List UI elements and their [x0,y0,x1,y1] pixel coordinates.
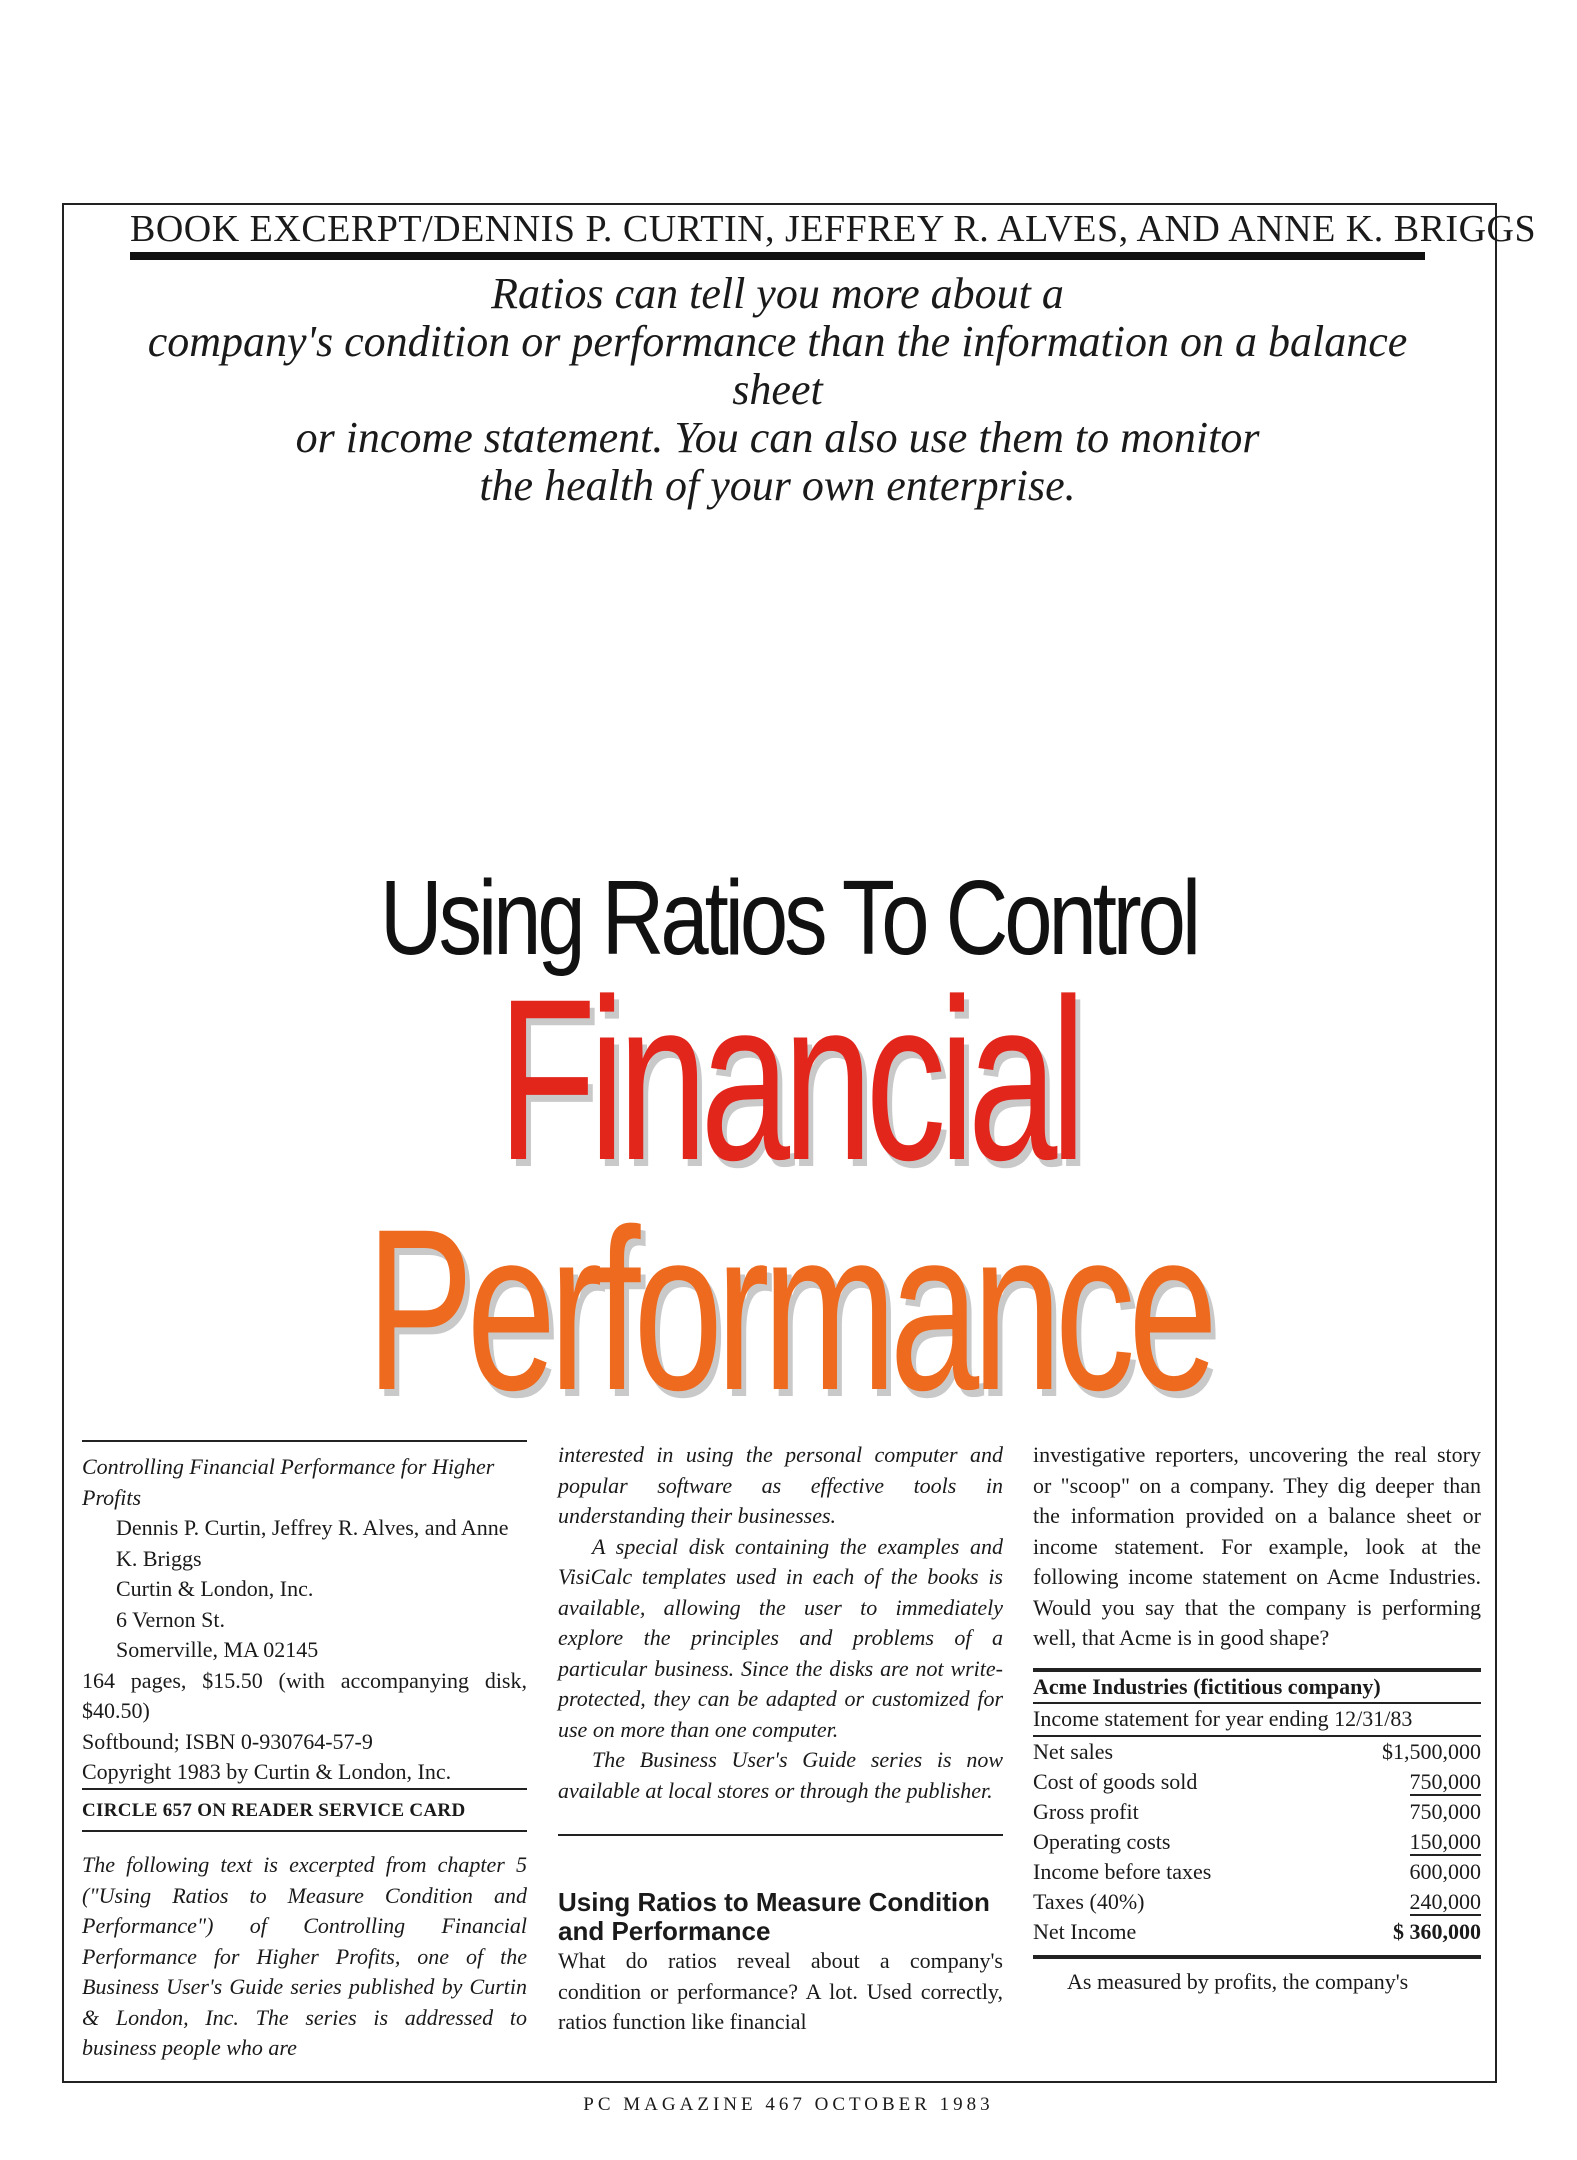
table-rule [1033,1955,1481,1959]
row-value: $1,500,000 [1382,1738,1481,1764]
book-street: 6 Vernon St. [116,1606,225,1632]
book-publisher: Curtin & London, Inc. [116,1576,314,1601]
row-value: 600,000 [1409,1858,1481,1884]
table-row [1033,1857,1481,1887]
byline-rule [130,252,1425,260]
column-2 [558,1440,1003,2038]
byline: BOOK EXCERPT/DENNIS P. CURTIN, JEFFREY R. ALVES, AND ANNE K. BRIGGS [130,208,1537,250]
table-row [1033,1827,1481,1857]
row-label: Cost of goods sold [1033,1768,1198,1794]
column-rule [82,1440,527,1442]
row-value: 750,000 [1409,1768,1481,1794]
column-rule [82,1830,527,1832]
row-value: 750,000 [1409,1798,1481,1824]
deck-line: the health of your own enterprise. [479,461,1076,510]
headline-line-3: Performance [366,1181,1211,1438]
row-label: Taxes (40%) [1033,1888,1145,1914]
row-label: Gross profit [1033,1798,1139,1824]
body-paragraph: investigative reporters, uncovering the real story or "scoop" on a company. They dig deeper than the information provided on a balance sheet or income statement. For example, look at the following income statement on Acme Industries. Would you say that the company is performing well, that Acme is in good shape? [1033,1442,1481,1650]
table-row [1033,1917,1481,1947]
intro-paragraph: The following text is excerpted from chapter 5 ("Using Ratios to Measure Condition and Performance") of Controlling Financial Performance for Higher Profits, one of the Business User's Guide series published by Curtin & London, Inc. The series is addressed to business people who are [82,1852,527,2060]
deck-line: Ratios can tell you more about a [491,269,1064,318]
body-paragraph: A special disk containing the examples and VisiCalc templates used in each of the books is available, allowing the user to immediately explore the principles and problems of a particular business. Since the disks are not write-protected, they can be adapted or customized for use on more than one computer. [558,1533,1003,1742]
reader-service-note: CIRCLE 657 ON READER SERVICE CARD [82,1799,466,1821]
row-label: Income before taxes [1033,1858,1212,1884]
body-paragraph: The Business User's Guide series is now available at local stores or through the publisher. [558,1747,1003,1803]
deck [110,270,1445,510]
deck-line: or income statement. You can also use them to monitor [295,413,1260,462]
deck-line: company's condition or performance than the information on a balance sheet [147,317,1408,414]
table-row [1033,1887,1481,1917]
book-city: Somerville, MA 02145 [116,1637,319,1662]
table-row [1033,1767,1481,1797]
headline-line-1: Using Ratios To Control [379,859,1198,977]
book-authors: Dennis P. Curtin, Jeffrey R. Alves, and Anne K. Briggs [116,1515,509,1571]
table-row [1033,1797,1481,1827]
body-paragraph: As measured by profits, the company's [1067,1968,1409,1994]
row-label: Net sales [1033,1738,1114,1764]
body-paragraph: What do ratios reveal about a company's condition or performance? A lot. Used correctly, ratios function like financial [558,1948,1003,2034]
body-paragraph: interested in using the personal computer and popular software as effective tools in understanding their businesses. [558,1442,1003,1528]
column-rule [558,1834,1003,1836]
row-label: Net Income [1033,1918,1137,1944]
page-footer: PC MAGAZINE 467 OCTOBER 1983 [583,2094,994,2115]
table-row [1033,1737,1481,1767]
book-pages: 164 pages, $15.50 (with accompanying disk, $40.50) [82,1667,527,1723]
column-3 [1033,1440,1481,1997]
table-title: Acme Industries (fictitious company) [1033,1673,1381,1699]
row-label: Operating costs [1033,1828,1171,1854]
row-value: 240,000 [1409,1888,1481,1914]
headline-line-2: Financial [497,951,1080,1208]
book-isbn: Softbound; ISBN 0-930764-57-9 [82,1728,373,1754]
row-value: 150,000 [1409,1828,1481,1854]
column-1 [82,1440,527,2064]
book-title: Controlling Financial Performance for Higher Profits [82,1454,495,1510]
income-statement-table [1033,1737,1481,1947]
table-subtitle: Income statement for year ending 12/31/83 [1033,1706,1413,1731]
section-heading: Using Ratios to Measure Condition and Performance [558,1887,990,1946]
book-copyright: Copyright 1983 by Curtin & London, Inc. [82,1759,452,1784]
row-value: $ 360,000 [1393,1918,1481,1944]
